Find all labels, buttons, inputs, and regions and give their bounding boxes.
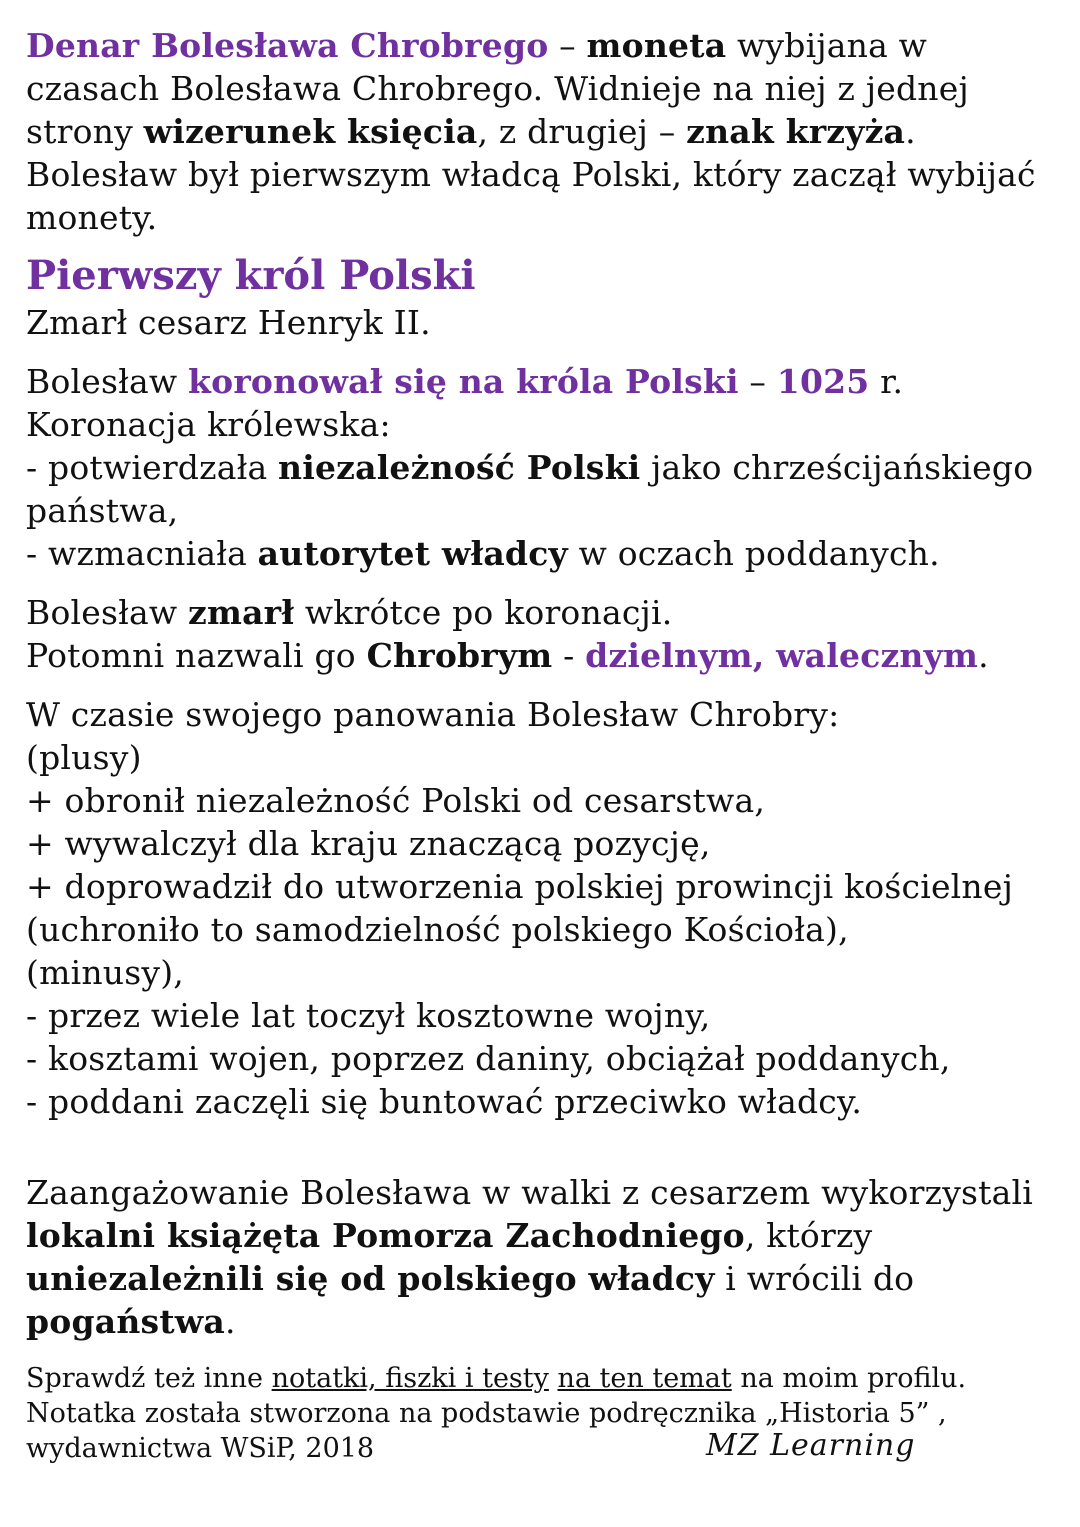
year-term: 1025 <box>776 362 870 401</box>
plus-item-1: + obronił niezależność Polski od cesarstwa, <box>26 781 766 820</box>
footer-text-1: Sprawdź też inne <box>26 1363 272 1394</box>
uniezaleznili-term: uniezależnili się od polskiego władcy <box>26 1259 715 1298</box>
pomorze-text-3: i wrócili do <box>714 1259 915 1298</box>
minus-item-3: - poddani zaczęli się buntować przeciwko władcy. <box>26 1082 863 1121</box>
bullet1-pre: - potwierdzała <box>26 448 279 487</box>
koronowal-term: koronował się na króla Polski <box>188 362 739 401</box>
chrobrym-term: Chrobrym <box>366 636 553 675</box>
pomorze-text-4: . <box>224 1302 236 1341</box>
denar-text-1: wybijana w czasach Bolesława Chrobrego. Widnieje na niej z jednej strony <box>26 26 969 151</box>
plus-item-3: + doprowadził do utworzenia polskiej prowincji kościelnej (uchroniło to samodzielność polskiego Kościoła), <box>26 867 1014 949</box>
dzielnym-term: dzielnym, walecznym <box>585 636 979 675</box>
note-page <box>26 24 1066 1493</box>
bullet1-post: jako chrześcijańskiego państwa, <box>26 448 1034 530</box>
notatki-link[interactable]: notatki, fiszki i testy <box>271 1363 549 1394</box>
plusy-label: (plusy) <box>26 738 142 777</box>
temat-link[interactable]: na ten temat <box>557 1363 732 1394</box>
denar-term: Denar Bolesława Chrobrego <box>26 26 549 65</box>
denar-text-3: . Bolesław był pierwszym władcą Polski, który zaczął wybijać monety. <box>26 112 1036 237</box>
plus-item-2: + wywalczył dla kraju znaczącą pozycję, <box>26 824 711 863</box>
section-heading: Pierwszy król Polski <box>26 252 476 299</box>
smierc-text-5: . <box>978 636 989 675</box>
ksiazeta-term: lokalni książęta Pomorza Zachodniego <box>26 1216 745 1255</box>
pomorze-text-1: Zaangażowanie Bolesława w walki z cesarzem wykorzystali <box>26 1173 1034 1212</box>
footer-line3: wydawnictwa WSiP, 2018 <box>26 1433 375 1464</box>
poganstwa-term: pogaństwa <box>26 1302 225 1341</box>
minus-item-2: - kosztami wojen, poprzez daniny, obciążał poddanych, <box>26 1039 951 1078</box>
smierc-paragraph <box>26 591 1066 677</box>
niezaleznosc-term: niezależność Polski <box>278 448 641 487</box>
pomorze-paragraph <box>26 1171 1066 1343</box>
smierc-text-4: - <box>552 636 586 675</box>
moneta-term: moneta <box>586 26 727 65</box>
cesarz-line: Zmarł cesarz Henryk II. <box>26 303 431 342</box>
koronacja-text-1: Bolesław <box>26 362 189 401</box>
wizerunek-term: wizerunek księcia <box>143 112 478 151</box>
autorytet-term: autorytet władcy <box>257 534 568 573</box>
dash-text: – <box>548 26 587 65</box>
minusy-label: (minusy), <box>26 953 184 992</box>
pomorze-text-2: , którzy <box>744 1216 873 1255</box>
koronacja-dash: – <box>738 362 777 401</box>
smierc-text-3: Potomni nazwali go <box>26 636 367 675</box>
smierc-text-2: wkrótce po koronacji. <box>294 593 673 632</box>
footer-text-3: na moim profilu. <box>731 1363 967 1394</box>
bullet2-post: w oczach poddanych. <box>567 534 940 573</box>
panowanie-paragraph <box>26 693 1066 1123</box>
bullet2-pre: - wzmacniała <box>26 534 258 573</box>
znak-term: znak krzyża <box>686 112 906 151</box>
denar-text-2: , z drugiej – <box>477 112 687 151</box>
koronacja-text-2: r. <box>869 362 904 401</box>
koronacja-line2: Koronacja królewska: <box>26 405 391 444</box>
signature: MZ Learning <box>706 1428 916 1463</box>
minus-item-1: - przez wiele lat toczył kosztowne wojny, <box>26 996 711 1035</box>
koronacja-paragraph <box>26 360 1066 575</box>
footer-line2: Notatka została stworzona na podstawie podręcznika „Historia 5” , <box>26 1398 947 1429</box>
smierc-text-1: Bolesław <box>26 593 189 632</box>
denar-paragraph <box>26 24 1066 239</box>
zmarl-term: zmarł <box>188 593 295 632</box>
panowanie-intro: W czasie swojego panowania Bolesław Chrobry: <box>26 695 840 734</box>
